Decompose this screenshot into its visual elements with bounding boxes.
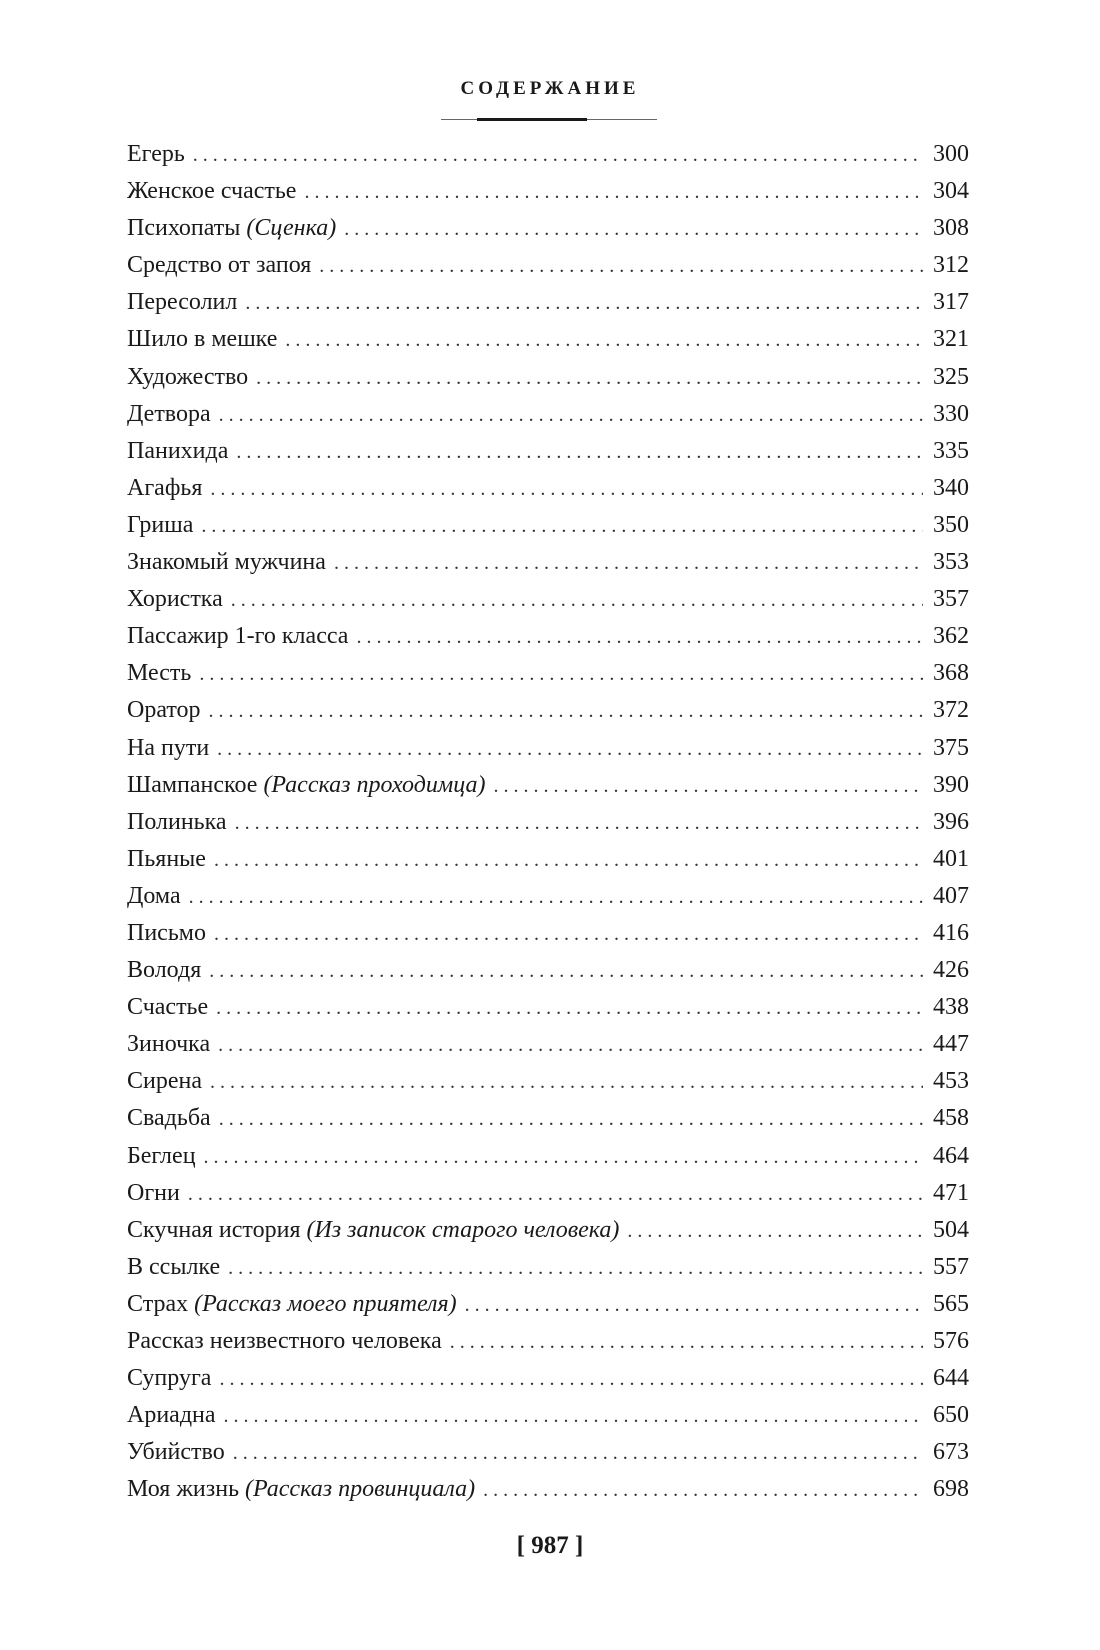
toc-entry-subtitle: (Из записок старого человека) xyxy=(306,1216,620,1243)
toc-entry xyxy=(127,804,969,841)
toc-leader-dots xyxy=(217,731,923,768)
toc-entry-title xyxy=(127,841,214,878)
toc-entry-title xyxy=(127,136,193,173)
toc-entry-title xyxy=(127,1212,627,1249)
toc-entry-main-title: Ариадна xyxy=(127,1402,216,1429)
toc-entry-main-title: Рассказ неизвестного человека xyxy=(127,1328,442,1354)
toc-entry xyxy=(127,1026,969,1063)
toc-entry-main-title: Хористка xyxy=(127,586,223,613)
toc-entry-title xyxy=(127,692,209,729)
toc-entry-page-number: 407 xyxy=(933,882,969,909)
toc-entry-title xyxy=(127,433,236,470)
toc-entry-main-title: В ссылке xyxy=(127,1253,221,1280)
toc-entry-page-number: 447 xyxy=(933,1031,969,1058)
page-header-title: СОДЕРЖАНИЕ xyxy=(460,78,640,99)
toc-entry xyxy=(127,1175,969,1212)
toc-entry xyxy=(127,1323,969,1360)
toc-entry xyxy=(127,841,969,878)
toc-leader-dots xyxy=(224,1398,923,1435)
toc-entry-main-title: На пути xyxy=(127,734,210,761)
toc-leader-dots xyxy=(210,471,923,508)
toc-entry-main-title: Беглец xyxy=(127,1142,196,1169)
toc-entry-main-title: Оратор xyxy=(127,697,201,724)
toc-entry-page-number: 330 xyxy=(933,400,969,427)
toc-entry-title xyxy=(127,470,210,507)
toc-entry-title xyxy=(127,247,319,284)
toc-entry xyxy=(127,692,969,729)
toc-entry-page-number: 565 xyxy=(933,1290,969,1317)
toc-leader-dots xyxy=(204,1139,923,1176)
toc-entry-main-title: Психопаты xyxy=(127,215,241,242)
toc-entry-main-title: Полинька xyxy=(127,808,227,835)
toc-entry xyxy=(127,952,969,989)
toc-entry-main-title: Моя жизнь xyxy=(127,1476,240,1503)
toc-entry-title xyxy=(127,767,493,804)
toc-leader-dots xyxy=(334,545,923,582)
toc-leader-dots xyxy=(344,211,923,248)
toc-entry-main-title: Свадьба xyxy=(127,1105,211,1132)
toc-entry xyxy=(127,210,969,247)
toc-entry-title xyxy=(127,952,209,989)
toc-entry xyxy=(127,1434,969,1471)
toc-leader-dots xyxy=(209,953,923,990)
toc-leader-dots xyxy=(304,174,923,211)
toc-entry-main-title: Скучная история xyxy=(127,1216,301,1243)
toc-entry-title xyxy=(127,1138,204,1175)
toc-entry-title xyxy=(127,1286,465,1323)
toc-entry-main-title: Пассажир 1-го класса xyxy=(127,623,349,650)
toc-entry-title xyxy=(127,1434,233,1471)
toc-leader-dots xyxy=(228,1250,923,1287)
page-number: [ 987 ] xyxy=(516,1532,584,1559)
toc-entry-title xyxy=(127,1471,483,1508)
toc-entry-main-title: Страх xyxy=(127,1290,189,1317)
toc-entry-title xyxy=(127,1175,188,1212)
toc-entry-page-number: 308 xyxy=(933,215,969,242)
toc-entry-main-title: Счастье xyxy=(127,994,209,1021)
toc-entry-main-title: Знакомый мужчина xyxy=(127,549,326,576)
toc-entry-title xyxy=(127,915,214,952)
toc-leader-dots xyxy=(214,842,923,879)
toc-entry-title xyxy=(127,730,217,767)
toc-entry-title xyxy=(127,1249,228,1286)
toc-entry xyxy=(127,321,969,358)
toc-entry-subtitle: (Рассказ проходимца) xyxy=(263,771,486,798)
toc-leader-dots xyxy=(235,805,923,842)
toc-entry-title xyxy=(127,1397,224,1434)
toc-entry-page-number: 453 xyxy=(933,1068,969,1095)
toc-entry-page-number: 340 xyxy=(933,474,969,501)
toc-entry-title xyxy=(127,210,344,247)
toc-entry xyxy=(127,1212,969,1249)
toc-entry-title xyxy=(127,1063,210,1100)
toc-leader-dots xyxy=(483,1472,923,1509)
toc-leader-dots xyxy=(493,768,923,805)
toc-entry-main-title: Дома xyxy=(127,882,181,909)
toc-entry xyxy=(127,989,969,1026)
toc-entry xyxy=(127,247,969,284)
toc-entry xyxy=(127,1286,969,1323)
toc-entry-title xyxy=(127,359,256,396)
toc-entry-title xyxy=(127,878,189,915)
toc-entry-main-title: Месть xyxy=(127,660,192,687)
toc-entry-page-number: 416 xyxy=(933,919,969,946)
toc-leader-dots xyxy=(218,1027,923,1064)
toc-entry-title xyxy=(127,173,304,210)
toc-leader-dots xyxy=(219,1101,923,1138)
toc-entry-page-number: 375 xyxy=(933,734,969,761)
toc-entry-main-title: Егерь xyxy=(127,141,185,167)
toc-entry xyxy=(127,433,969,470)
toc-entry-title xyxy=(127,581,231,618)
toc-entry xyxy=(127,284,969,321)
toc-entry-subtitle: (Рассказ моего приятеля) xyxy=(194,1290,457,1317)
toc-entry-page-number: 321 xyxy=(933,326,969,353)
toc-leader-dots xyxy=(219,397,923,434)
toc-entry-page-number: 458 xyxy=(933,1105,969,1132)
toc-entry-title xyxy=(127,804,235,841)
toc-entry-title xyxy=(127,655,199,692)
toc-entry-main-title: Панихида xyxy=(127,437,229,464)
toc-entry-main-title: Убийство xyxy=(127,1439,225,1466)
toc-entry-main-title: Сирена xyxy=(127,1068,202,1095)
toc-entry-page-number: 362 xyxy=(933,623,969,650)
toc-entry-title xyxy=(127,1323,450,1360)
toc-entry-page-number: 644 xyxy=(933,1365,969,1392)
toc-entry-page-number: 504 xyxy=(933,1216,969,1243)
toc-entry-page-number: 357 xyxy=(933,586,969,613)
toc-entry-main-title: Письмо xyxy=(127,919,206,946)
toc-entry xyxy=(127,359,969,396)
toc-entry xyxy=(127,1100,969,1137)
toc-entry-main-title: Агафья xyxy=(127,474,203,501)
toc-entry xyxy=(127,1397,969,1434)
toc-entry xyxy=(127,507,969,544)
toc-entry-title xyxy=(127,284,245,321)
toc-entry-page-number: 464 xyxy=(933,1142,969,1169)
toc-entry-page-number: 557 xyxy=(933,1253,969,1280)
toc-entry-page-number: 372 xyxy=(933,697,969,724)
table-of-contents xyxy=(127,136,969,1508)
toc-entry-main-title: Художество xyxy=(127,363,249,390)
toc-entry-page-number: 312 xyxy=(933,252,969,279)
toc-entry xyxy=(127,1063,969,1100)
toc-entry xyxy=(127,618,969,655)
toc-entry-title xyxy=(127,1026,218,1063)
toc-leader-dots xyxy=(256,360,923,397)
toc-entry-main-title: Женское счастье xyxy=(127,178,297,205)
toc-leader-dots xyxy=(356,619,923,656)
toc-entry-page-number: 300 xyxy=(933,141,969,167)
toc-entry-page-number: 438 xyxy=(933,994,969,1021)
toc-entry-title xyxy=(127,544,334,581)
toc-leader-dots xyxy=(627,1213,923,1250)
toc-leader-dots xyxy=(236,434,923,471)
toc-entry xyxy=(127,581,969,618)
toc-entry xyxy=(127,470,969,507)
toc-leader-dots xyxy=(193,137,923,174)
toc-entry xyxy=(127,767,969,804)
toc-entry-main-title: Шило в мешке xyxy=(127,326,278,353)
toc-leader-dots xyxy=(219,1361,923,1398)
toc-entry-main-title: Зиночка xyxy=(127,1031,211,1058)
toc-leader-dots xyxy=(189,879,923,916)
toc-leader-dots xyxy=(450,1324,923,1361)
toc-entry-page-number: 673 xyxy=(933,1439,969,1466)
toc-entry xyxy=(127,1471,969,1508)
toc-entry-title xyxy=(127,1100,219,1137)
toc-entry xyxy=(127,1138,969,1175)
toc-entry-page-number: 317 xyxy=(933,289,969,316)
toc-entry-page-number: 325 xyxy=(933,363,969,390)
toc-entry-page-number: 353 xyxy=(933,549,969,576)
toc-entry-page-number: 350 xyxy=(933,511,969,538)
toc-entry-main-title: Детвора xyxy=(127,400,211,427)
toc-entry xyxy=(127,544,969,581)
toc-leader-dots xyxy=(319,248,923,285)
toc-leader-dots xyxy=(231,582,923,619)
toc-leader-dots xyxy=(465,1287,923,1324)
toc-entry-subtitle: (Сценка) xyxy=(246,215,337,242)
toc-leader-dots xyxy=(216,990,923,1027)
toc-entry-page-number: 304 xyxy=(933,178,969,205)
toc-entry-page-number: 396 xyxy=(933,808,969,835)
toc-entry-page-number: 426 xyxy=(933,957,969,984)
toc-entry xyxy=(127,730,969,767)
toc-entry-page-number: 390 xyxy=(933,771,969,798)
toc-entry-page-number: 576 xyxy=(933,1328,969,1354)
toc-entry-page-number: 401 xyxy=(933,845,969,872)
toc-entry xyxy=(127,136,969,173)
toc-leader-dots xyxy=(210,1064,923,1101)
toc-entry-main-title: Супруга xyxy=(127,1365,212,1392)
toc-entry-main-title: Огни xyxy=(127,1179,180,1206)
toc-entry-title xyxy=(127,396,219,433)
toc-entry-page-number: 335 xyxy=(933,437,969,464)
toc-entry-page-number: 471 xyxy=(933,1179,969,1206)
toc-entry-title xyxy=(127,321,285,358)
toc-entry-title xyxy=(127,618,356,655)
toc-entry-page-number: 698 xyxy=(933,1476,969,1503)
toc-leader-dots xyxy=(245,285,923,322)
toc-leader-dots xyxy=(209,693,923,730)
toc-entry-title xyxy=(127,1360,219,1397)
header-rule-thick xyxy=(477,118,587,121)
toc-entry xyxy=(127,173,969,210)
toc-leader-dots xyxy=(214,916,923,953)
toc-entry xyxy=(127,878,969,915)
toc-leader-dots xyxy=(233,1435,923,1472)
toc-entry-main-title: Шампанское xyxy=(127,771,258,798)
toc-entry-page-number: 368 xyxy=(933,660,969,687)
toc-leader-dots xyxy=(199,656,923,693)
toc-entry-main-title: Володя xyxy=(127,957,202,984)
toc-leader-dots xyxy=(285,322,923,359)
toc-entry xyxy=(127,915,969,952)
toc-entry-title xyxy=(127,507,201,544)
toc-entry xyxy=(127,1360,969,1397)
toc-entry-page-number: 650 xyxy=(933,1402,969,1429)
toc-entry-subtitle: (Рассказ провинциала) xyxy=(245,1476,476,1503)
toc-leader-dots xyxy=(201,508,923,545)
toc-entry-main-title: Средство от запоя xyxy=(127,252,312,279)
toc-leader-dots xyxy=(188,1176,923,1213)
toc-entry-main-title: Пересолил xyxy=(127,289,238,316)
toc-entry-title xyxy=(127,989,216,1026)
toc-entry xyxy=(127,396,969,433)
toc-entry xyxy=(127,1249,969,1286)
toc-entry xyxy=(127,655,969,692)
toc-entry-main-title: Пьяные xyxy=(127,845,206,872)
toc-entry-main-title: Гриша xyxy=(127,511,194,538)
